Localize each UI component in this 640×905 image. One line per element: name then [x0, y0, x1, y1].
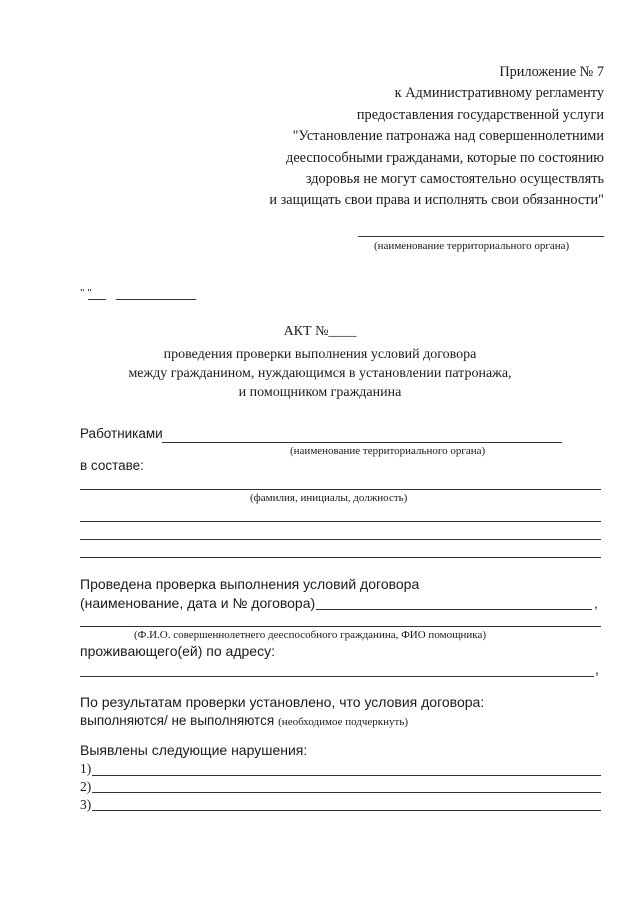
violation-line-2: [92, 792, 601, 793]
appendix-line: "Установление патронажа над совершеннолетними: [292, 128, 604, 145]
address-comma: ,: [595, 661, 599, 677]
results-options: выполняются/ не выполняются: [80, 713, 275, 728]
territorial-org-caption: (наименование территориального органа): [374, 240, 570, 252]
check-line-2: (наименование, дата и № договора): [80, 595, 316, 611]
results-note: (необходимое подчеркнуть): [278, 716, 409, 728]
appendix-title: Приложение № 7: [499, 64, 604, 80]
appendix-line: дееспособными гражданами, которые по состоянию: [286, 149, 604, 166]
date-quotes: " ": [80, 287, 92, 299]
fio-caption: (Ф.И.О. совершеннолетнего дееспособного гражданина, ФИО помощника): [134, 629, 487, 641]
results-line-1: По результатам проверки установлено, что условия договора:: [80, 694, 485, 710]
composition-caption: (фамилия, инициалы, должность): [250, 492, 408, 504]
violations-label: Выявлены следующие нарушения:: [80, 742, 308, 758]
date-month-line: [116, 299, 196, 300]
contract-line: [316, 609, 592, 610]
workers-label: Работниками: [80, 426, 163, 441]
composition-line-4: [80, 557, 601, 558]
date-day-line: [88, 299, 106, 300]
address-line: [80, 676, 594, 677]
act-subtitle-1: проведения проверки выполнения условий договора: [163, 347, 477, 362]
check-line-1: Проведена проверка выполнения условий договора: [80, 576, 420, 592]
results-line-2: [80, 712, 408, 730]
address-label: проживающего(ей) по адресу:: [80, 643, 275, 659]
act-subtitle-2: между гражданином, нуждающимся в установлении патронажа,: [128, 366, 512, 381]
violation-line-1: [92, 775, 601, 776]
act-title: АКТ №____: [283, 324, 357, 339]
appendix-line: и защищать свои права и исполнять свои обязанности": [269, 192, 604, 209]
composition-line-2: [80, 521, 601, 522]
composition-label: в составе:: [80, 458, 144, 473]
violation-number: 2): [80, 779, 92, 794]
violation-number: 3): [80, 797, 92, 812]
composition-line-1: [80, 489, 601, 490]
appendix-line: здоровья не могут самостоятельно осуществлять: [305, 171, 604, 188]
violation-number: 1): [80, 761, 92, 776]
composition-line-3: [80, 539, 601, 540]
workers-caption: (наименование территориального органа): [290, 445, 486, 457]
act-subtitle-3: и помощником гражданина: [238, 385, 402, 400]
workers-line: [162, 442, 562, 443]
fio-line: [80, 626, 601, 627]
territorial-org-line: [358, 236, 604, 237]
appendix-line: предоставления государственной услуги: [356, 106, 604, 123]
appendix-header: [269, 62, 604, 212]
contract-comma: ,: [594, 595, 598, 611]
violation-line-3: [92, 810, 601, 811]
appendix-line: к Административному регламенту: [394, 85, 604, 102]
